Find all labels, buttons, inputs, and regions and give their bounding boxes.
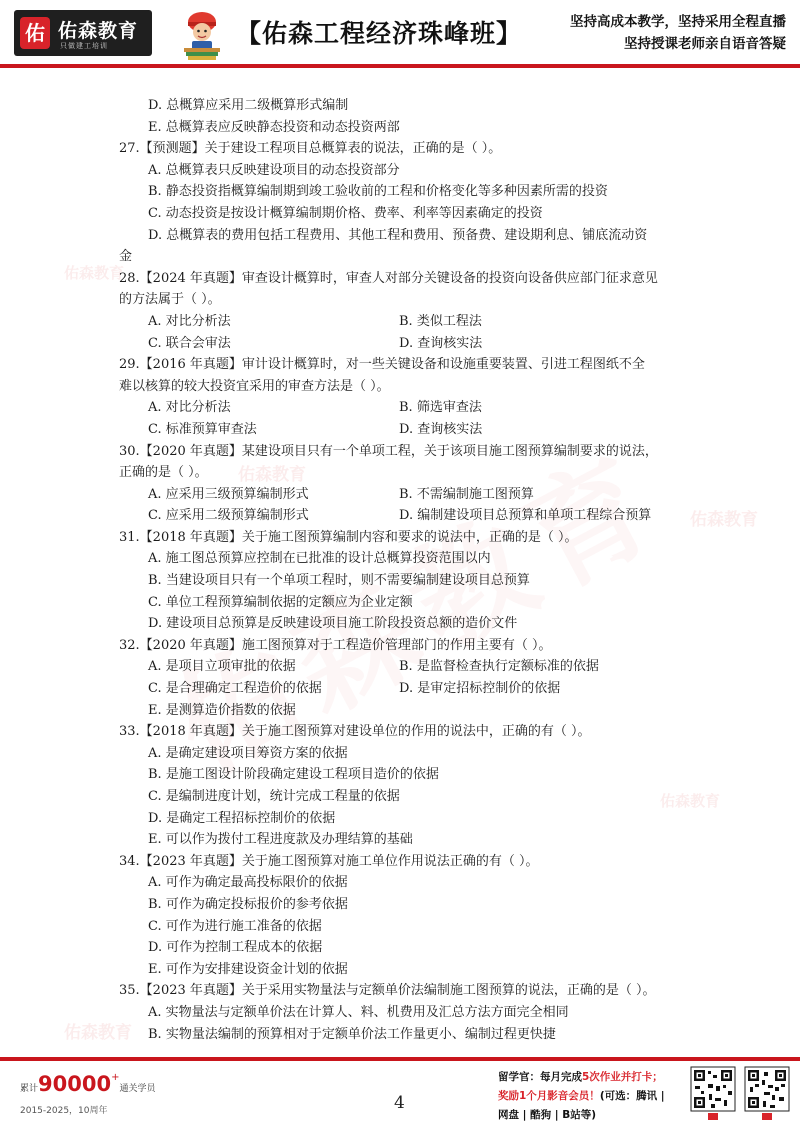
option-text: D. 可作为控制工程成本的依据 xyxy=(148,940,323,956)
option-row xyxy=(119,419,689,441)
option-text: A. 应采用三级预算编制形式 xyxy=(148,486,309,502)
brand-logo xyxy=(14,10,152,56)
option-text: B. 是监督检查执行定额标准的依据 xyxy=(399,659,599,675)
option-row xyxy=(119,505,689,527)
option-text: C. 动态投资是按设计概算编制期价格、费率、利率等因素确定的投资 xyxy=(148,205,543,221)
stat-plus: + xyxy=(111,1072,120,1083)
stat-years: 2015-2025，10周年 xyxy=(20,1106,108,1116)
option-text: A. 对比分析法 xyxy=(148,400,231,416)
page-header xyxy=(0,0,800,64)
option-text: A. 实物量法与定额单价法在计算人、料、机费用及汇总方法方面完全相同 xyxy=(148,1004,569,1020)
option-text: D. 查询核实法 xyxy=(399,335,483,351)
footer-divider xyxy=(0,1057,800,1061)
question-stem-continued: 正确的是（ ）。 xyxy=(119,465,208,481)
question-stem: 33.【2018 年真题】关于施工图预算对建设单位的作用的说法中，正确的有（ ）。 xyxy=(119,724,591,740)
watermark: 佑森教育 xyxy=(64,1023,132,1043)
watermark: 佑森教育 xyxy=(238,465,306,485)
option-text: C. 联合会审法 xyxy=(148,335,231,351)
option-text: A. 总概算表只反映建设项目的动态投资部分 xyxy=(148,162,400,178)
mascot-icon xyxy=(178,8,226,60)
qr-code-icon xyxy=(690,1066,736,1122)
stat-number: 90000 xyxy=(38,1072,112,1096)
option-text: A. 是项目立项审批的依据 xyxy=(148,659,296,675)
option-text: A. 施工图总预算应控制在已批准的设计总概算投资范围以内 xyxy=(148,551,491,567)
promo-text: 留学官：每月完成 xyxy=(498,1071,582,1083)
option-row xyxy=(119,484,689,506)
option-text: B. 不需编制施工图预算 xyxy=(399,486,534,502)
question-stem: 28.【2024 年真题】审查设计概算时，审查人对部分关键设备的投资向设备供应部门征求意见 xyxy=(119,270,658,286)
question-stem: 34.【2023 年真题】关于施工图预算对施工单位作用说法正确的有（ ）。 xyxy=(119,853,539,869)
option-text: A. 对比分析法 xyxy=(148,313,231,329)
promo-text: (可选：腾讯 | xyxy=(599,1090,665,1102)
option-text: E. 可作为安排建设资金计划的依据 xyxy=(148,961,348,977)
option-text: D. 建设项目总预算是反映建设项目施工阶段投资总额的造价文件 xyxy=(148,616,518,632)
option-text: B. 是施工图设计阶段确定建设工程项目造价的依据 xyxy=(148,767,439,783)
option-text: C. 是编制进度计划，统计完成工程量的依据 xyxy=(148,789,400,804)
question-stem: 32.【2020 年真题】施工图预算对于工程造价管理部门的作用主要有（ ）。 xyxy=(119,637,552,653)
option-text: B. 类似工程法 xyxy=(399,313,482,329)
watermark: 佑森教育 xyxy=(690,510,758,530)
option-row xyxy=(119,397,689,419)
student-stat xyxy=(20,1072,155,1096)
option-text: C. 可作为进行施工准备的依据 xyxy=(148,918,322,934)
option-text: B. 静态投资指概算编制期到竣工验收前的工程和价格变化等多种因素所需的投资 xyxy=(148,184,608,200)
stat-prefix: 累计 xyxy=(20,1084,39,1094)
page-number: 4 xyxy=(394,1093,405,1113)
option-text: E. 可以作为拨付工程进度款及办理结算的基础 xyxy=(148,832,413,848)
option-text: B. 可作为确定投标报价的参考依据 xyxy=(148,896,348,912)
option-text: E. 是测算造价指数的依据 xyxy=(148,702,296,718)
option-text: B. 筛选审查法 xyxy=(399,400,482,416)
option-row xyxy=(119,333,689,355)
watermark: 佑森教育 xyxy=(64,264,125,282)
watermark: 佑森教育 xyxy=(660,792,721,810)
promo-highlight: 奖励1个月影音会员！ xyxy=(498,1090,600,1102)
header-divider xyxy=(0,64,800,68)
question-stem-continued: 难以核算的较大投资宜采用的审查方法是（ ）。 xyxy=(119,378,390,394)
option-text: C. 单位工程预算编制依据的定额应为企业定额 xyxy=(148,594,413,610)
footer-promo xyxy=(498,1068,688,1125)
option-row xyxy=(119,656,689,678)
option-text: D. 查询核实法 xyxy=(399,421,483,437)
option-text: E. 总概算表应反映静态投资和动态投资两部 xyxy=(148,119,400,135)
class-title: 【佑森工程经济珠峰班】 xyxy=(236,19,523,48)
header-promo xyxy=(570,11,786,55)
option-text: A. 可作为确定最高投标限价的依据 xyxy=(148,875,348,891)
question-list xyxy=(119,95,689,1045)
option-text: C. 标准预算审查法 xyxy=(148,421,257,437)
stat-suffix: 通关学员 xyxy=(119,1084,156,1094)
option-text: C. 是合理确定工程造价的依据 xyxy=(148,681,322,697)
question-stem: 27.【预测题】关于建设工程项目总概算表的说法，正确的是（ ）。 xyxy=(119,141,502,157)
option-row xyxy=(119,678,689,700)
option-text: B. 实物量法编制的预算相对于定额单价法工作量更小、编制过程更快捷 xyxy=(148,1026,556,1042)
question-stem-continued: 金 xyxy=(119,249,133,265)
option-text: D. 是审定招标控制价的依据 xyxy=(399,681,561,697)
option-text: D. 总概算应采用二级概算形式编制 xyxy=(148,98,349,113)
option-text: D. 总概算表的费用包括工程费用、其他工程和费用、预备费、建设期利息、铺底流动资 xyxy=(148,227,648,243)
option-text: C. 应采用二级预算编制形式 xyxy=(148,508,309,524)
question-stem-continued: 的方法属于（ ）。 xyxy=(119,292,221,308)
question-stem: 31.【2018 年真题】关于施工图预算编制内容和要求的说法中，正确的是（ ）。 xyxy=(119,529,578,545)
promo-highlight: 5次作业并打卡； xyxy=(582,1071,663,1083)
option-text: D. 编制建设项目总预算和单项工程综合预算 xyxy=(399,508,652,524)
option-text: A. 是确定建设项目筹资方案的依据 xyxy=(148,745,348,761)
question-stem: 29.【2016 年真题】审计设计概算时，对一些关键设备和设施重要装置、引进工程图纸不全 xyxy=(119,357,645,373)
question-stem: 30.【2020 年真题】某建设项目只有一个单项工程，关于该项目施工图预算编制要求的说法， xyxy=(119,443,658,459)
question-stem: 35.【2023 年真题】关于采用实物量法与定额单价法编制施工图预算的说法，正确的是（ ）。 xyxy=(119,983,656,999)
qr-code-icon xyxy=(744,1066,790,1122)
promo-line: 坚持高成本教学，坚持采用全程直播 xyxy=(570,14,786,30)
option-row xyxy=(119,311,689,333)
promo-text: 网盘 | 酷狗 | B站等) xyxy=(498,1109,597,1121)
option-text: B. 当建设项目只有一个单项工程时，则不需要编制建设项目总预算 xyxy=(148,573,530,589)
option-text: D. 是确定工程招标控制价的依据 xyxy=(148,810,336,826)
logo-mark-icon: 佑 xyxy=(20,17,50,49)
promo-line: 坚持授课老师亲自语音答疑 xyxy=(624,36,786,52)
logo-name: 佑森教育 xyxy=(58,20,139,42)
logo-slogan: 只做建工培训 xyxy=(60,42,108,50)
